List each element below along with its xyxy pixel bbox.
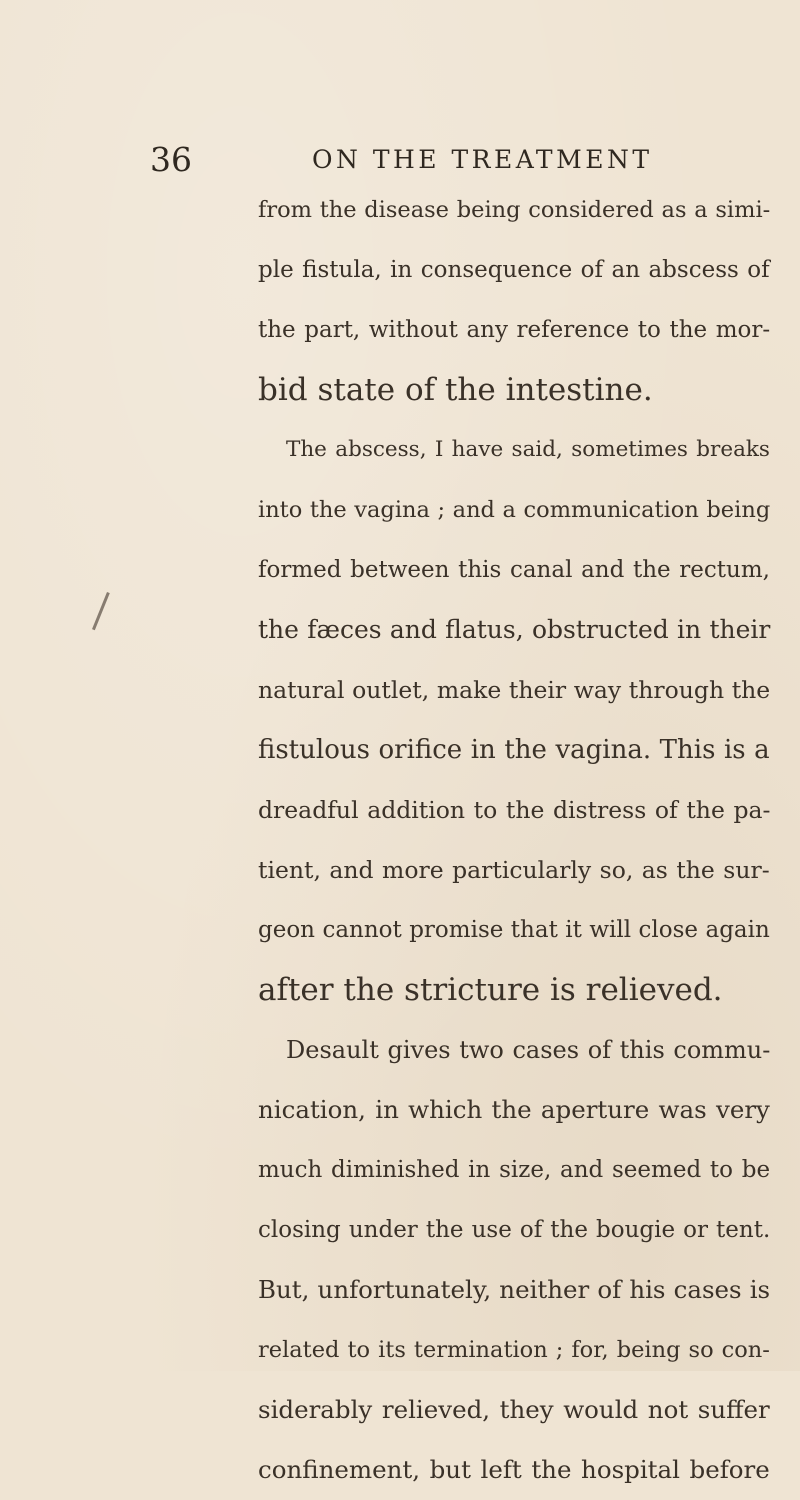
text-line: related to its termination ; for, being so con- [258,1337,770,1363]
text-line: geon cannot promise that it will close again [258,917,770,943]
text-line: The abscess, I have said, sometimes breaks [286,437,770,462]
text-line: ple fistula, in consequence of an abscess of [258,257,770,283]
text-line: siderably relieved, they would not suffer [258,1395,770,1424]
text-line: But, unfortunately, neither of his cases is [258,1275,771,1304]
text-line: tient, and more particularly so, as the sur- [258,856,770,884]
text-line: into the vagina ; and a communication being [258,497,771,523]
text-line: natural outlet, make their way through the [258,676,771,704]
text-line: the fæces and flatus, obstructed in their [258,615,771,644]
running-head: ON THE TREATMENT [312,145,653,174]
text-line: confinement, but left the hospital before [258,1455,770,1484]
text-line: after the stricture is relieved. [258,972,723,1008]
text-line: from the disease being considered as a simi- [258,197,771,223]
text-line: nication, in which the aperture was very [258,1095,770,1124]
text-line: dreadful addition to the distress of the pa- [258,796,771,824]
margin-pencil-mark [92,592,110,630]
text-line: much diminished in size, and seemed to be [258,1157,771,1183]
page-header [0,140,800,180]
text-line: Desault gives two cases of this commu- [286,1036,771,1064]
text-line: closing under the use of the bougie or tent. [258,1217,771,1243]
text-line: formed between this canal and the rectum, [258,557,770,583]
text-line: fistulous orifice in the vagina. This is a [258,735,770,765]
page-number: 36 [150,140,192,179]
text-line: the part, without any reference to the mor- [258,317,771,343]
text-line: bid state of the intestine. [258,372,653,408]
